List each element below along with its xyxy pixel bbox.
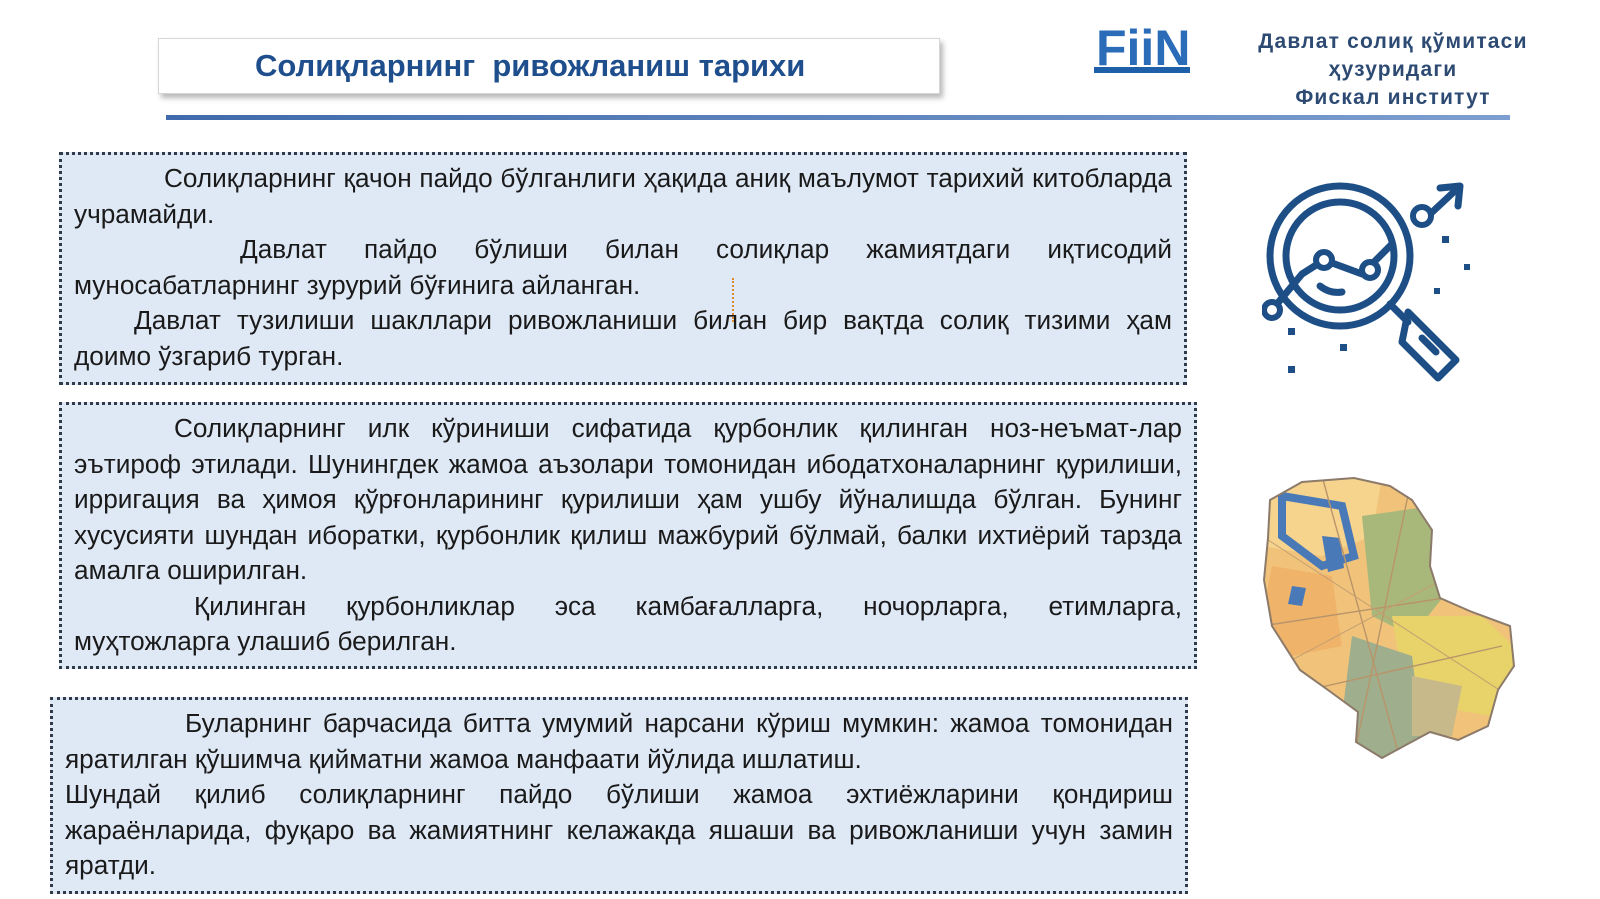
text-box-sacrifice [59, 402, 1197, 669]
box1-paragraph-1: Солиқларнинг қачон пайдо бўлганлиги ҳақида аниқ маълумот тарихий китобларда учрамайди. [74, 163, 1172, 229]
box2-paragraph-1: Солиқларнинг илк кўриниши сифатида қурбонлик қилинган ноз-неъмат-лар эътироф этилади. Шунингдек жамоа аъзолари томонидан ибодатхоналарнинг қурилиши, ирригация ва ҳимоя қўрғонларининг қурилиши ҳам ушбу йўналишда бўлган. Бунинг хусусияти шундан иборатки, қурбонлик қилиш мажбурий бўлмай, балки ихтиёрий тарзда амалга оширилган. [74, 413, 1182, 585]
fiin-logo [1094, 15, 1190, 79]
header-divider [166, 115, 1510, 120]
box1-paragraph-3: Давлат тузилиши шакллари ривожланиши билан бир вақтда солиқ тизими ҳам доимо ўзгариб турган. [74, 305, 1172, 371]
magnifier-chart-icon [1262, 178, 1502, 394]
box3-paragraph-2: Шундай қилиб солиқларнинг пайдо бўлиши жамоа эхтиёжларини қондириш жараёнларида, фуқаро ва жамиятнинг келажакда яшаши ва ривожланиши учун замин яратди. [65, 779, 1173, 880]
region-map-image [1262, 476, 1524, 766]
box1-paragraph-2: Давлат пайдо бўлиши билан солиқлар жамиятдаги иқтисодий муносабатларнинг зурурий бўғинига айланган. [74, 234, 1172, 300]
text-box-origins [59, 152, 1187, 385]
org-line-1: Давлат солиқ қўмитаси [1258, 30, 1528, 53]
page-title: Солиқларнинг ривожланиш тарихи [255, 48, 806, 83]
box3-paragraph-1: Буларнинг барчасида битта умумий нарсани кўриш мумкин: жамоа томонидан яратилган қўшимча қийматни жамоа манфаати йўлида ишлатиш. [65, 708, 1173, 774]
title-banner [158, 38, 940, 94]
svg-text:FiiN: FiiN [1096, 20, 1190, 76]
text-box-conclusion [50, 697, 1188, 894]
text-cursor-mark [732, 278, 734, 322]
box2-paragraph-2: Қилинган қурбонликлар эса камбағалларга, ночорларга, етимларга, муҳтожларга улашиб берилган. [74, 590, 1182, 656]
org-line-3: Фискал институт [1295, 86, 1491, 109]
organization-name [1233, 28, 1553, 112]
org-line-2: ҳузуридаги [1328, 58, 1458, 81]
